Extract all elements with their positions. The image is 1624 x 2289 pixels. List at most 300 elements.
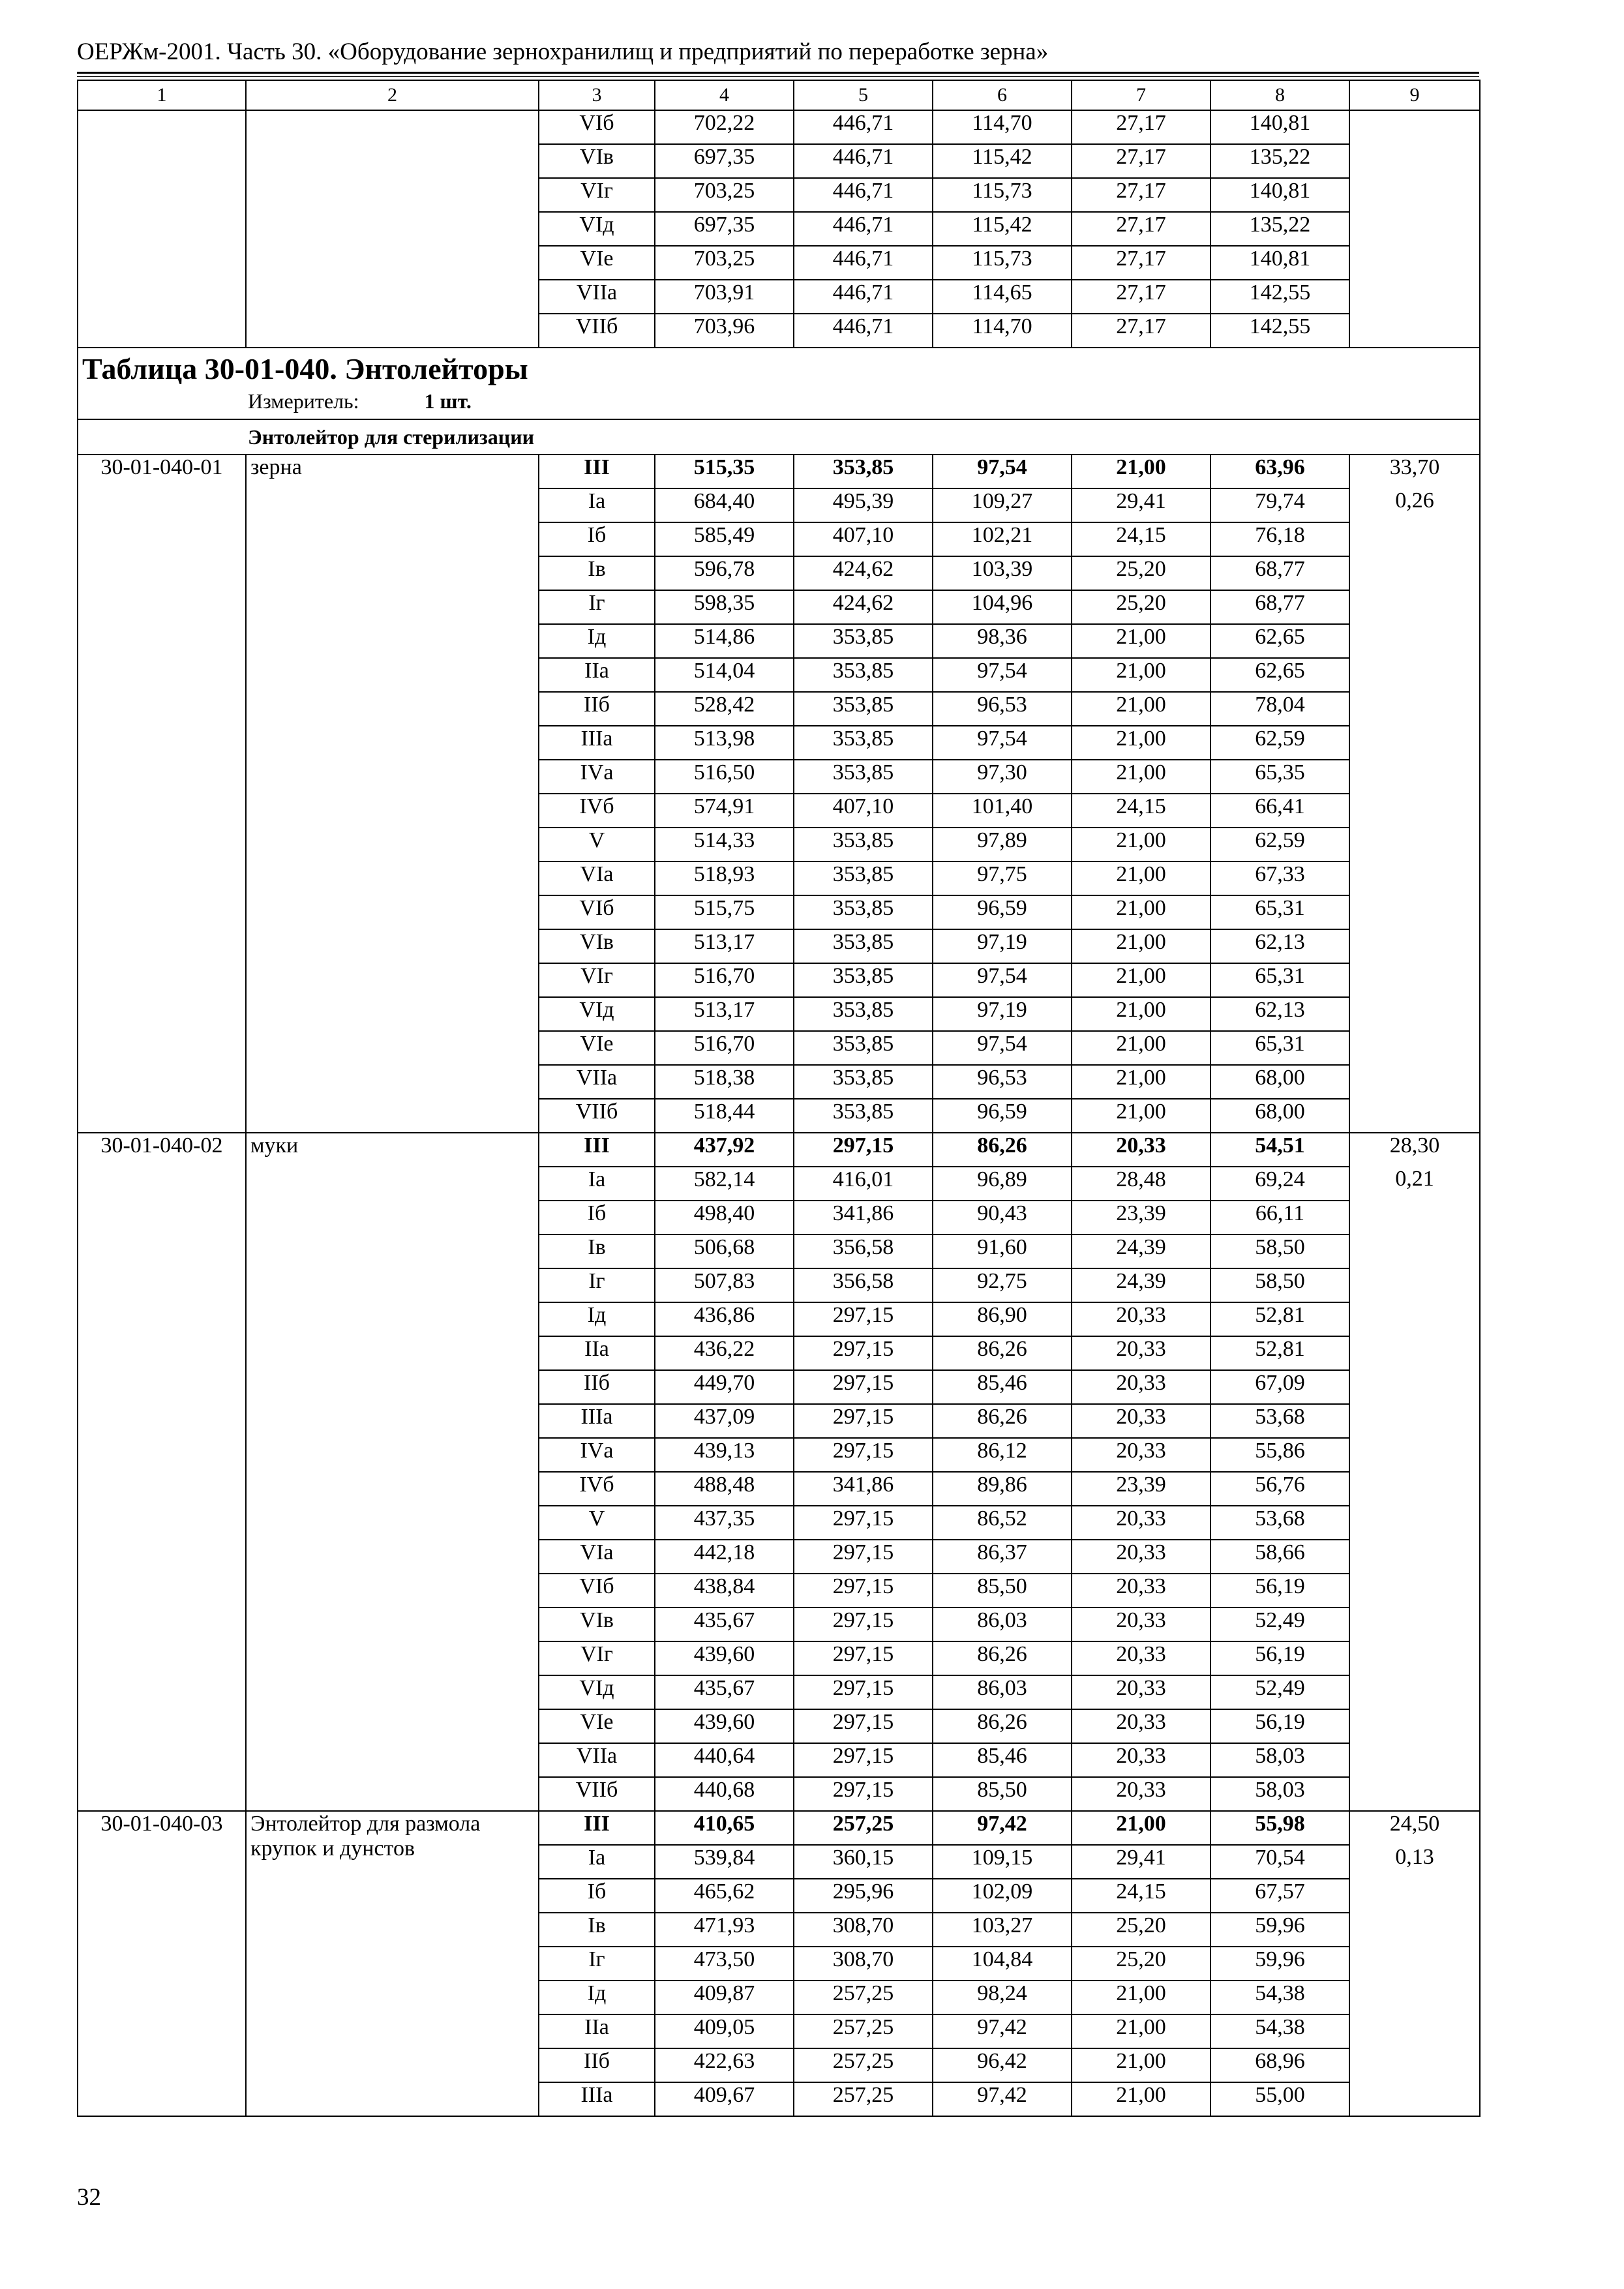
table-title-row	[78, 348, 1480, 419]
zone-cell: VIа	[539, 861, 655, 895]
value-cell: 96,59	[933, 895, 1072, 929]
value-cell: 85,50	[933, 1777, 1072, 1811]
value-cell: 20,33	[1072, 1709, 1210, 1743]
value-cell: 140,81	[1210, 110, 1349, 144]
value-cell: 353,85	[794, 658, 933, 692]
value-cell: 97,19	[933, 997, 1072, 1031]
value-cell: 21,00	[1072, 895, 1210, 929]
value-cell: 297,15	[794, 1438, 933, 1472]
zone-cell: Iб	[539, 1879, 655, 1913]
value-cell: 115,42	[933, 212, 1072, 246]
value-cell: 297,15	[794, 1777, 933, 1811]
value-cell: 102,09	[933, 1879, 1072, 1913]
value-cell: 86,26	[933, 1336, 1072, 1370]
value-cell: 539,84	[655, 1845, 794, 1879]
value-cell: 115,42	[933, 144, 1072, 178]
value-cell: 58,03	[1210, 1743, 1349, 1777]
value-cell: 66,41	[1210, 794, 1349, 828]
table-title-cell	[78, 348, 1480, 419]
value-cell: 297,15	[794, 1302, 933, 1336]
zone-cell: IVб	[539, 1472, 655, 1506]
value-cell: 297,15	[794, 1540, 933, 1574]
zone-cell: Iд	[539, 1981, 655, 2014]
value-cell: 97,19	[933, 929, 1072, 963]
zone-cell: IVа	[539, 760, 655, 794]
value-cell: 596,78	[655, 556, 794, 590]
value-cell: 96,89	[933, 1167, 1072, 1201]
value-cell: 353,85	[794, 929, 933, 963]
value-cell: 257,25	[794, 2048, 933, 2082]
column-number: 9	[1349, 80, 1480, 110]
value-cell: 96,42	[933, 2048, 1072, 2082]
column-number: 4	[655, 80, 794, 110]
value-cell: 341,86	[794, 1201, 933, 1234]
value-cell: 21,00	[1072, 2082, 1210, 2116]
value-cell: 135,22	[1210, 144, 1349, 178]
column-number: 1	[78, 80, 246, 110]
value-cell: 68,00	[1210, 1099, 1349, 1133]
zone-cell: Iв	[539, 556, 655, 590]
value-cell: 257,25	[794, 1811, 933, 1845]
value-cell: 703,25	[655, 246, 794, 280]
value-cell: 353,85	[794, 760, 933, 794]
value-cell: 86,26	[933, 1641, 1072, 1675]
value-cell: 62,13	[1210, 929, 1349, 963]
value-cell: 257,25	[794, 1981, 933, 2014]
value-cell: 703,25	[655, 178, 794, 212]
value-cell: 25,20	[1072, 590, 1210, 624]
value-cell: 86,26	[933, 1133, 1072, 1167]
value-cell: 59,96	[1210, 1913, 1349, 1947]
value-cell: 24,39	[1072, 1234, 1210, 1268]
value-cell: 52,49	[1210, 1675, 1349, 1709]
value-cell: 68,00	[1210, 1065, 1349, 1099]
value-cell: 27,17	[1072, 280, 1210, 314]
value-cell: 518,44	[655, 1099, 794, 1133]
value-cell: 585,49	[655, 522, 794, 556]
value-cell: 409,05	[655, 2014, 794, 2048]
value-cell: 297,15	[794, 1506, 933, 1540]
item-code: 30-01-040-01	[78, 455, 246, 1133]
zone-cell: VIIа	[539, 1065, 655, 1099]
zone-cell: VIг	[539, 178, 655, 212]
value-cell: 518,38	[655, 1065, 794, 1099]
value-cell: 97,75	[933, 861, 1072, 895]
value-cell: 97,54	[933, 1031, 1072, 1065]
value-cell: 446,71	[794, 144, 933, 178]
value-cell: 52,49	[1210, 1608, 1349, 1641]
value-cell: 86,12	[933, 1438, 1072, 1472]
value-cell: 514,86	[655, 624, 794, 658]
value-cell: 85,50	[933, 1574, 1072, 1608]
value-cell: 353,85	[794, 455, 933, 488]
zone-cell: III	[539, 1811, 655, 1845]
value-cell: 697,35	[655, 144, 794, 178]
value-cell: 513,98	[655, 726, 794, 760]
value-cell: 471,93	[655, 1913, 794, 1947]
value-cell: 21,00	[1072, 1065, 1210, 1099]
value-cell: 104,84	[933, 1947, 1072, 1981]
value-cell: 515,35	[655, 455, 794, 488]
value-cell: 67,33	[1210, 861, 1349, 895]
value-cell: 25,20	[1072, 556, 1210, 590]
value-cell: 97,42	[933, 2014, 1072, 2048]
value-cell: 86,26	[933, 1709, 1072, 1743]
value-cell: 514,33	[655, 828, 794, 861]
value-cell: 52,81	[1210, 1336, 1349, 1370]
item-code: 30-01-040-02	[78, 1133, 246, 1811]
value-cell: 86,03	[933, 1608, 1072, 1641]
value-cell: 436,22	[655, 1336, 794, 1370]
zone-cell: VIIб	[539, 314, 655, 348]
value-cell: 97,42	[933, 2082, 1072, 2116]
value-cell: 96,59	[933, 1099, 1072, 1133]
value-cell: 67,57	[1210, 1879, 1349, 1913]
value-cell: 515,75	[655, 895, 794, 929]
value-cell: 21,00	[1072, 828, 1210, 861]
value-cell: 697,35	[655, 212, 794, 246]
value-cell: 24,15	[1072, 1879, 1210, 1913]
value-cell: 76,18	[1210, 522, 1349, 556]
c9-bottom: 0,21	[1349, 1167, 1480, 1811]
column-number: 3	[539, 80, 655, 110]
value-cell: 20,33	[1072, 1506, 1210, 1540]
value-cell: 86,90	[933, 1302, 1072, 1336]
value-cell: 55,98	[1210, 1811, 1349, 1845]
zone-cell: VIб	[539, 110, 655, 144]
value-cell: 435,67	[655, 1608, 794, 1641]
value-cell: 440,68	[655, 1777, 794, 1811]
table-row	[78, 455, 1480, 488]
value-cell: 90,43	[933, 1201, 1072, 1234]
value-cell: 54,38	[1210, 2014, 1349, 2048]
running-header: ОЕРЖм-2001. Часть 30. «Оборудование зернохранилищ и предприятий по переработке зерна»	[77, 38, 1049, 65]
value-cell: 409,67	[655, 2082, 794, 2116]
value-cell: 92,75	[933, 1268, 1072, 1302]
value-cell: 21,00	[1072, 2014, 1210, 2048]
value-cell: 65,31	[1210, 963, 1349, 997]
value-cell: 102,21	[933, 522, 1072, 556]
value-cell: 89,86	[933, 1472, 1072, 1506]
value-cell: 56,19	[1210, 1709, 1349, 1743]
value-cell: 55,86	[1210, 1438, 1349, 1472]
zone-cell: IIа	[539, 658, 655, 692]
value-cell: 68,77	[1210, 590, 1349, 624]
value-cell: 21,00	[1072, 455, 1210, 488]
value-cell: 103,39	[933, 556, 1072, 590]
zone-cell: VIв	[539, 929, 655, 963]
value-cell: 29,41	[1072, 488, 1210, 522]
value-cell: 109,27	[933, 488, 1072, 522]
value-cell: 308,70	[794, 1913, 933, 1947]
c9-bottom: 0,13	[1349, 1845, 1480, 2116]
value-cell: 257,25	[794, 2082, 933, 2116]
value-cell: 353,85	[794, 726, 933, 760]
value-cell: 449,70	[655, 1370, 794, 1404]
value-cell: 55,00	[1210, 2082, 1349, 2116]
value-cell: 85,46	[933, 1743, 1072, 1777]
value-cell: 356,58	[794, 1268, 933, 1302]
value-cell: 70,54	[1210, 1845, 1349, 1879]
value-cell: 516,70	[655, 1031, 794, 1065]
value-cell: 465,62	[655, 1879, 794, 1913]
zone-cell: IVб	[539, 794, 655, 828]
value-cell: 442,18	[655, 1540, 794, 1574]
zone-cell: VIд	[539, 212, 655, 246]
value-cell: 20,33	[1072, 1336, 1210, 1370]
zone-cell: IIб	[539, 2048, 655, 2082]
zone-cell: III	[539, 455, 655, 488]
value-cell: 703,91	[655, 280, 794, 314]
value-cell: 20,33	[1072, 1743, 1210, 1777]
zone-cell: Iа	[539, 1845, 655, 1879]
value-cell: 446,71	[794, 246, 933, 280]
value-cell: 66,11	[1210, 1201, 1349, 1234]
zone-cell: Iб	[539, 1201, 655, 1234]
value-cell: 353,85	[794, 624, 933, 658]
value-cell: 437,92	[655, 1133, 794, 1167]
value-cell: 63,96	[1210, 455, 1349, 488]
value-cell: 21,00	[1072, 861, 1210, 895]
value-cell: 20,33	[1072, 1675, 1210, 1709]
value-cell: 97,30	[933, 760, 1072, 794]
zone-cell: Iг	[539, 590, 655, 624]
value-cell: 353,85	[794, 895, 933, 929]
value-cell: 21,00	[1072, 658, 1210, 692]
value-cell: 65,31	[1210, 895, 1349, 929]
value-cell: 424,62	[794, 590, 933, 624]
zone-cell: IIб	[539, 1370, 655, 1404]
price-table	[77, 80, 1481, 2117]
value-cell: 58,50	[1210, 1268, 1349, 1302]
value-cell: 513,17	[655, 929, 794, 963]
zone-cell: VIб	[539, 1574, 655, 1608]
value-cell: 62,65	[1210, 624, 1349, 658]
value-cell: 582,14	[655, 1167, 794, 1201]
zone-cell: Iг	[539, 1947, 655, 1981]
value-cell: 97,54	[933, 726, 1072, 760]
table-row	[78, 110, 1480, 144]
value-cell: 21,00	[1072, 726, 1210, 760]
value-cell: 495,39	[794, 488, 933, 522]
value-cell: 86,37	[933, 1540, 1072, 1574]
value-cell: 353,85	[794, 997, 933, 1031]
value-cell: 257,25	[794, 2014, 933, 2048]
value-cell: 27,17	[1072, 178, 1210, 212]
value-cell: 297,15	[794, 1709, 933, 1743]
value-cell: 78,04	[1210, 692, 1349, 726]
value-cell: 54,51	[1210, 1133, 1349, 1167]
value-cell: 97,54	[933, 658, 1072, 692]
value-cell: 114,70	[933, 314, 1072, 348]
value-cell: 516,50	[655, 760, 794, 794]
value-cell: 410,65	[655, 1811, 794, 1845]
value-cell: 416,01	[794, 1167, 933, 1201]
value-cell: 295,96	[794, 1879, 933, 1913]
value-cell: 68,96	[1210, 2048, 1349, 2082]
value-cell: 353,85	[794, 1099, 933, 1133]
value-cell: 97,54	[933, 963, 1072, 997]
value-cell: 62,59	[1210, 726, 1349, 760]
table-row	[78, 1133, 1480, 1167]
value-cell: 21,00	[1072, 1811, 1210, 1845]
item-code: 30-01-040-03	[78, 1811, 246, 2116]
value-cell: 140,81	[1210, 246, 1349, 280]
zone-cell: IIIа	[539, 1404, 655, 1438]
table-body	[78, 80, 1480, 2116]
value-cell: 506,68	[655, 1234, 794, 1268]
value-cell: 21,00	[1072, 1031, 1210, 1065]
value-cell: 23,39	[1072, 1201, 1210, 1234]
value-cell: 513,17	[655, 997, 794, 1031]
value-cell: 21,00	[1072, 929, 1210, 963]
value-cell: 516,70	[655, 963, 794, 997]
value-cell: 56,76	[1210, 1472, 1349, 1506]
value-cell: 446,71	[794, 280, 933, 314]
zone-cell: IVа	[539, 1438, 655, 1472]
value-cell: 27,17	[1072, 246, 1210, 280]
value-cell: 56,19	[1210, 1641, 1349, 1675]
value-cell: 356,58	[794, 1234, 933, 1268]
value-cell: 21,00	[1072, 1981, 1210, 2014]
value-cell: 353,85	[794, 861, 933, 895]
value-cell: 24,15	[1072, 522, 1210, 556]
zone-cell: VIв	[539, 1608, 655, 1641]
value-cell: 58,50	[1210, 1234, 1349, 1268]
value-cell: 20,33	[1072, 1608, 1210, 1641]
value-cell: 101,40	[933, 794, 1072, 828]
value-cell: 436,86	[655, 1302, 794, 1336]
value-cell: 97,89	[933, 828, 1072, 861]
c9-bottom: 0,26	[1349, 488, 1480, 1133]
value-cell: 440,64	[655, 1743, 794, 1777]
value-cell: 20,33	[1072, 1641, 1210, 1675]
value-cell: 96,53	[933, 692, 1072, 726]
value-cell: 135,22	[1210, 212, 1349, 246]
value-cell: 56,19	[1210, 1574, 1349, 1608]
value-cell: 21,00	[1072, 963, 1210, 997]
value-cell: 353,85	[794, 828, 933, 861]
value-cell: 115,73	[933, 246, 1072, 280]
value-cell: 341,86	[794, 1472, 933, 1506]
value-cell: 114,70	[933, 110, 1072, 144]
value-cell: 507,83	[655, 1268, 794, 1302]
value-cell: 97,42	[933, 1811, 1072, 1845]
value-cell: 702,22	[655, 110, 794, 144]
column-number: 2	[246, 80, 539, 110]
item-name: зерна	[246, 455, 539, 1133]
value-cell: 58,66	[1210, 1540, 1349, 1574]
value-cell: 424,62	[794, 556, 933, 590]
value-cell: 21,00	[1072, 760, 1210, 794]
zone-cell: VIг	[539, 1641, 655, 1675]
value-cell: 353,85	[794, 1031, 933, 1065]
value-cell: 20,33	[1072, 1777, 1210, 1811]
page-number: 32	[77, 2184, 101, 2211]
value-cell: 488,48	[655, 1472, 794, 1506]
zone-cell: VIв	[539, 144, 655, 178]
value-cell: 437,35	[655, 1506, 794, 1540]
value-cell: 27,17	[1072, 314, 1210, 348]
zone-cell: IIа	[539, 1336, 655, 1370]
measure-label: Измеритель:	[248, 389, 359, 413]
column-number: 8	[1210, 80, 1349, 110]
value-cell: 104,96	[933, 590, 1072, 624]
value-cell: 20,33	[1072, 1302, 1210, 1336]
zone-cell: III	[539, 1133, 655, 1167]
value-cell: 473,50	[655, 1947, 794, 1981]
value-cell: 27,17	[1072, 212, 1210, 246]
value-cell: 97,54	[933, 455, 1072, 488]
value-cell: 297,15	[794, 1404, 933, 1438]
value-cell: 21,00	[1072, 692, 1210, 726]
zone-cell: VIа	[539, 1540, 655, 1574]
value-cell: 69,24	[1210, 1167, 1349, 1201]
value-cell: 62,65	[1210, 658, 1349, 692]
value-cell: 79,74	[1210, 488, 1349, 522]
zone-cell: VIIб	[539, 1777, 655, 1811]
value-cell: 297,15	[794, 1336, 933, 1370]
value-cell: 28,48	[1072, 1167, 1210, 1201]
value-cell: 353,85	[794, 692, 933, 726]
value-cell: 437,09	[655, 1404, 794, 1438]
value-cell: 574,91	[655, 794, 794, 828]
value-cell: 20,33	[1072, 1574, 1210, 1608]
zone-cell: VIд	[539, 1675, 655, 1709]
value-cell: 20,33	[1072, 1370, 1210, 1404]
value-cell: 142,55	[1210, 314, 1349, 348]
value-cell: 20,33	[1072, 1133, 1210, 1167]
value-cell: 297,15	[794, 1675, 933, 1709]
value-cell: 27,17	[1072, 110, 1210, 144]
column-number: 5	[794, 80, 933, 110]
value-cell: 353,85	[794, 963, 933, 997]
zone-cell: VIIа	[539, 280, 655, 314]
value-cell: 115,73	[933, 178, 1072, 212]
value-cell: 422,63	[655, 2048, 794, 2082]
value-cell: 528,42	[655, 692, 794, 726]
value-cell: 27,17	[1072, 144, 1210, 178]
zone-cell: IIIа	[539, 2082, 655, 2116]
value-cell: 684,40	[655, 488, 794, 522]
value-cell: 446,71	[794, 110, 933, 144]
value-cell: 407,10	[794, 522, 933, 556]
value-cell: 21,00	[1072, 624, 1210, 658]
header-rule-thin	[77, 76, 1479, 77]
header-rule	[77, 72, 1479, 74]
value-cell: 59,96	[1210, 1947, 1349, 1981]
c9-cell	[1349, 110, 1480, 348]
value-cell: 439,13	[655, 1438, 794, 1472]
value-cell: 598,35	[655, 590, 794, 624]
value-cell: 142,55	[1210, 280, 1349, 314]
zone-cell: VIе	[539, 1709, 655, 1743]
zone-cell: VIе	[539, 246, 655, 280]
code-cell	[78, 110, 246, 348]
zone-cell: Iг	[539, 1268, 655, 1302]
value-cell: 407,10	[794, 794, 933, 828]
value-cell: 438,84	[655, 1574, 794, 1608]
zone-cell: VIд	[539, 997, 655, 1031]
value-cell: 29,41	[1072, 1845, 1210, 1879]
value-cell: 65,31	[1210, 1031, 1349, 1065]
value-cell: 439,60	[655, 1641, 794, 1675]
value-cell: 439,60	[655, 1709, 794, 1743]
value-cell: 109,15	[933, 1845, 1072, 1879]
zone-cell: Iа	[539, 488, 655, 522]
zone-cell: IIб	[539, 692, 655, 726]
table-row	[78, 1811, 1480, 1845]
